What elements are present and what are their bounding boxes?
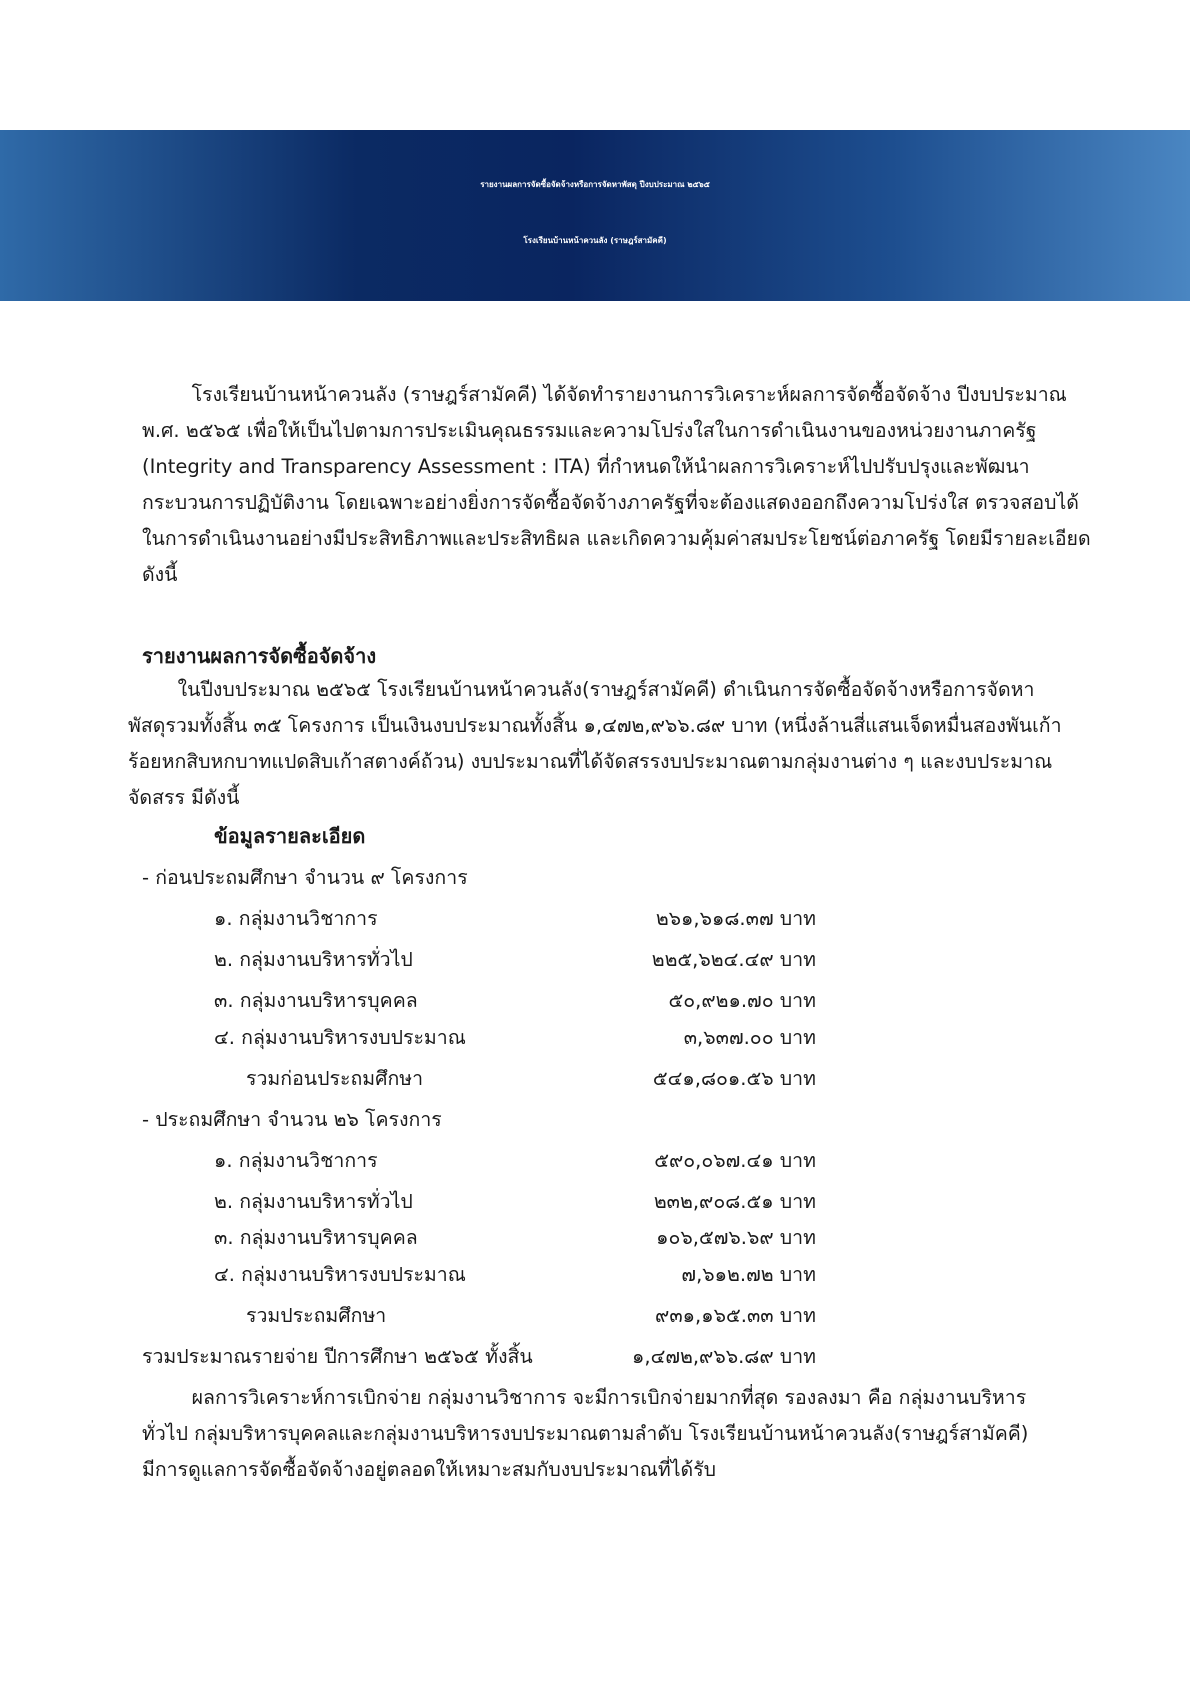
analysis-paragraph bbox=[142, 1380, 1092, 1488]
budget-item-name: ๒. กลุ่มงานบริหารทั่วไป bbox=[214, 948, 413, 971]
intro-line: (Integrity and Transparency Assessment : ITA) ที่กำหนดให้นำผลการวิเคราะห์ไปปรับปรุงและพัฒนา bbox=[142, 455, 1030, 478]
preprimary-total-amount: ๕๔๑,๘๐๑.๕๖ บาท bbox=[652, 1067, 816, 1090]
budget-item-name: ๔. กลุ่มงานบริหารงบประมาณ bbox=[214, 1026, 466, 1049]
intro-line: ดังนี้ bbox=[142, 563, 178, 586]
budget-item-name: ๔. กลุ่มงานบริหารงบประมาณ bbox=[214, 1263, 466, 1286]
analysis-line: ทั่วไป กลุ่มบริหารบุคคลและกลุ่มงานบริหารงบประมาณตามลำดับ โรงเรียนบ้านหน้าควนลัง(ราษฎร์สามัคคี) bbox=[142, 1422, 1029, 1445]
primary-total-label: รวมประถมศึกษา bbox=[246, 1304, 387, 1327]
detail-heading: ข้อมูลรายละเอียด bbox=[214, 824, 366, 848]
budget-item-amount: ๕๙๐,๐๖๗.๔๑ บาท bbox=[654, 1149, 816, 1172]
preprimary-label: - ก่อนประถมศึกษา จำนวน ๙ โครงการ bbox=[142, 866, 468, 889]
grand-total-amount: ๑,๔๗๒,๙๖๖.๘๙ บาท bbox=[632, 1345, 816, 1368]
budget-item-name: ๑. กลุ่มงานวิชาการ bbox=[214, 1149, 378, 1172]
report-line: พัสดุรวมทั้งสิ้น ๓๕ โครงการ เป็นเงินงบประมาณทั้งสิ้น ๑,๔๗๒,๙๖๖.๘๙ บาท (หนึ่งล้านสี่แสนเจ็ดหมื่นสองพันเก้า bbox=[128, 714, 1062, 737]
budget-item-amount: ๓,๖๓๗.๐๐ บาท bbox=[683, 1026, 816, 1049]
report-paragraph bbox=[128, 672, 1092, 816]
analysis-line: มีการดูแลการจัดซื้อจัดจ้างอยู่ตลอดให้เหมาะสมกับงบประมาณที่ได้รับ bbox=[142, 1458, 717, 1481]
budget-item-name: ๓. กลุ่มงานบริหารบุคคล bbox=[214, 989, 418, 1012]
school-name: โรงเรียนบ้านหน้าควนลัง (ราษฎร์สามัคคี) bbox=[523, 236, 667, 245]
budget-item-amount: ๗,๖๑๒.๗๒ บาท bbox=[681, 1263, 816, 1286]
intro-line: กระบวนการปฏิบัติงาน โดยเฉพาะอย่างยิ่งการจัดซื้อจัดจ้างภาครัฐที่จะต้องแสดงออกถึงความโปร่งใส ตรวจสอบได้ bbox=[142, 491, 1079, 514]
budget-item-name: ๓. กลุ่มงานบริหารบุคคล bbox=[214, 1226, 418, 1249]
header-banner bbox=[0, 130, 1190, 301]
report-line: ในปีงบประมาณ ๒๕๖๕ โรงเรียนบ้านหน้าควนลัง(ราษฎร์สามัคคี) ดำเนินการจัดซื้อจัดจ้างหรือการจัดหา bbox=[128, 678, 1035, 701]
report-heading: รายงานผลการจัดซื้อจัดจ้าง bbox=[142, 644, 377, 668]
intro-line: โรงเรียนบ้านหน้าควนลัง (ราษฎร์สามัคคี) ได้จัดทำรายงานการวิเคราะห์ผลการจัดซื้อจัดจ้าง ปีงบประมาณ bbox=[142, 383, 1067, 406]
intro-line: ในการดำเนินงานอย่างมีประสิทธิภาพและประสิทธิผล และเกิดความคุ้มค่าสมประโยชน์ต่อภาครัฐ โดยมีรายละเอียด bbox=[142, 527, 1091, 550]
preprimary-total-label: รวมก่อนประถมศึกษา bbox=[246, 1067, 424, 1090]
intro-line: พ.ศ. ๒๕๖๕ เพื่อให้เป็นไปตามการประเมินคุณธรรมและความโปร่งใสในการดำเนินงานของหน่วยงานภาครัฐ bbox=[142, 419, 1037, 442]
primary-label: - ประถมศึกษา จำนวน ๒๖ โครงการ bbox=[142, 1108, 442, 1131]
report-title: รายงานผลการจัดซื้อจัดจ้างหรือการจัดหาพัสดุ ปีงบประมาณ ๒๕๖๕ bbox=[480, 180, 710, 189]
budget-item-name: ๒. กลุ่มงานบริหารทั่วไป bbox=[214, 1190, 413, 1213]
budget-item-amount: ๒๓๒,๙๐๘.๕๑ บาท bbox=[653, 1190, 816, 1213]
primary-total-amount: ๙๓๑,๑๖๕.๓๓ บาท bbox=[655, 1304, 816, 1327]
report-line: ร้อยหกสิบหกบาทแปดสิบเก้าสตางค์ถ้วน) งบประมาณที่ได้จัดสรรงบประมาณตามกลุ่มงานต่าง ๆ และงบประมาณ bbox=[128, 750, 1053, 773]
analysis-line: ผลการวิเคราะห์การเบิกจ่าย กลุ่มงานวิชาการ จะมีการเบิกจ่ายมากที่สุด รองลงมา คือ กลุ่มงานบริหาร bbox=[142, 1386, 1027, 1409]
budget-item-amount: ๕๐,๙๒๑.๗๐ บาท bbox=[668, 989, 816, 1012]
grand-total-label: รวมประมาณรายจ่าย ปีการศึกษา ๒๕๖๕ ทั้งสิ้น bbox=[142, 1345, 533, 1368]
report-line: จัดสรร มีดังนี้ bbox=[128, 786, 240, 809]
budget-item-name: ๑. กลุ่มงานวิชาการ bbox=[214, 907, 378, 930]
budget-item-amount: ๑๐๖,๕๗๖.๖๙ บาท bbox=[656, 1226, 816, 1249]
budget-item-amount: ๒๒๕,๖๒๔.๔๙ บาท bbox=[651, 948, 816, 971]
intro-paragraph bbox=[142, 377, 1092, 593]
budget-item-amount: ๒๖๑,๖๑๘.๓๗ บาท bbox=[655, 907, 816, 930]
